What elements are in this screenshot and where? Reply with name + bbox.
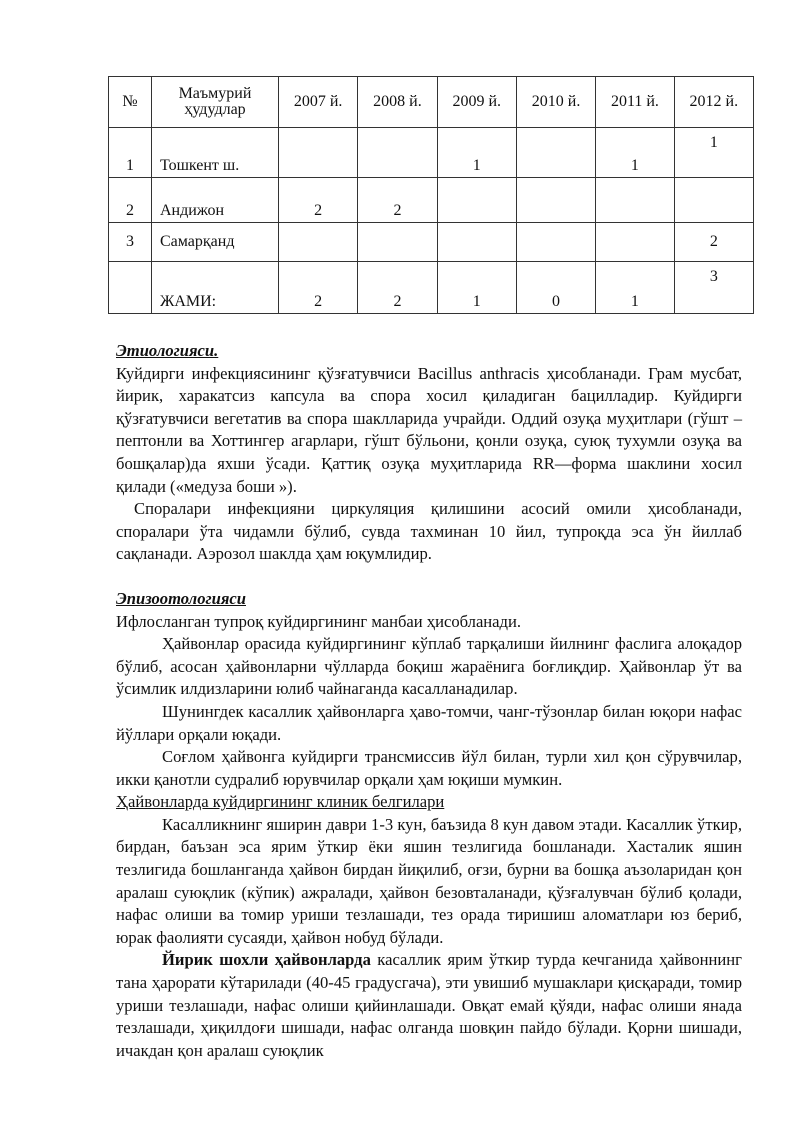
- cases-table: [108, 76, 754, 314]
- row-number: 2: [109, 178, 152, 223]
- clinical-paragraph-2: [116, 949, 742, 1062]
- etiology-heading: Этиологияси.: [116, 341, 219, 360]
- etiology-paragraph-2: Споралари инфекцияни циркуляция қилишини асосий омили ҳисобланади, споралари ўта чидамли бўлиб, сувда тахминан 10 йил, тупроқда эса ўн йиллаб сақланади. Аэрозол шаклда ҳам юқумлидир.: [116, 499, 742, 564]
- header-2009: 2009 й.: [437, 77, 516, 128]
- header-2011: 2011 й.: [596, 77, 674, 128]
- clinical-subheading: Ҳайвонларда куйдиргининг клиник белгилари: [116, 792, 445, 812]
- total-2011: 1: [596, 262, 674, 314]
- epizootology-paragraph-4: Соғлом ҳайвонга куйдирги трансмиссив йўл билан, турли хил қон сўрувчилар, икки қанотли судралиб юрувчилар орқали ҳам юқиши мумкин.: [116, 747, 742, 789]
- header-2007: 2007 й.: [279, 77, 358, 128]
- total-2012: 3: [674, 262, 753, 314]
- cell-2009: [437, 178, 516, 223]
- table-row: [109, 128, 754, 178]
- row-region: Тошкент ш.: [152, 128, 279, 178]
- table-header-row: [109, 77, 754, 128]
- cell-2012: 1: [674, 128, 753, 178]
- row-number: 3: [109, 223, 152, 262]
- cell-2008: 2: [358, 178, 437, 223]
- cell-2007: 2: [279, 178, 358, 223]
- epizootology-heading: Эпизоотологияси: [116, 588, 246, 608]
- section-gap: [116, 566, 742, 588]
- cell-2011: 1: [596, 128, 674, 178]
- etiology-paragraph-1: Куйдирги инфекциясининг қўзғатувчиси Bacillus anthracis ҳисобланади. Грам мусбат, йирик, харакатсиз капсула ва спора хосил қиладиган бацилладир. Куйдирги қўзғатувчиси вегетатив ва спора шаклларида учрайди. Оддий озуқа муҳитлари (гўшт – пептонли ва Хоттингер агарлари, гўшт бўльони, қонли озуқа, суюқ тухумли озуқа ва бошқалар)да яхши ўсади. Қаттиқ озуқа муҳитларида RR—форма шаклини хосил қилади («медуза боши »).: [116, 363, 742, 496]
- cell-2009: 1: [437, 128, 516, 178]
- table-row: [109, 223, 754, 262]
- cell-2010: [516, 128, 595, 178]
- cell-2011: [596, 223, 674, 262]
- clinical-paragraph-2-text: касаллик ярим ўткир турда кечганида ҳайвоннинг тана ҳарорати кўтарилади (40-45 градусгача), эти увишиб мушаклари қисқаради, томир уриши тезлашади, нафас олиши қийинлашади. Овқат емай қўяди, нафас олиши янада тезлашади, ҳиқилдоғи шишади, нафас олганда шовқин пайдо бўлади. Қорни шишади, ичакдан қон аралаш суюқлик: [116, 950, 742, 1060]
- cell-2012: [674, 178, 753, 223]
- total-2010: 0: [516, 262, 595, 314]
- epizootology-paragraph-2: Ҳайвонлар орасида куйдиргининг кўплаб тарқалиши йилнинг фаслига алоқадор бўлиб, асосан ҳайвонларни чўлларда боқиш жараёнига боғлиқдир. Ҳайвонлар ўт ва ўсимлик илдизларини юлиб чайнаганда касалланадилар.: [116, 634, 742, 699]
- header-2012: 2012 й.: [674, 77, 753, 128]
- row-region: Самарқанд: [152, 223, 279, 262]
- cell-2008: [358, 223, 437, 262]
- clinical-bold-term: Йирик шохли ҳайвонларда: [162, 950, 371, 970]
- header-region: Маъмурий ҳудудлар: [152, 77, 279, 128]
- cell-2007: [279, 128, 358, 178]
- header-number: №: [109, 77, 152, 128]
- total-2009: 1: [437, 262, 516, 314]
- cell-2009: [437, 223, 516, 262]
- cell-2008: [358, 128, 437, 178]
- total-label: ЖАМИ:: [152, 262, 279, 314]
- cell-2007: [279, 223, 358, 262]
- row-number: 1: [109, 128, 152, 178]
- header-2010: 2010 й.: [516, 77, 595, 128]
- total-2007: 2: [279, 262, 358, 314]
- cell-2011: [596, 178, 674, 223]
- table-row: [109, 178, 754, 223]
- row-region: Андижон: [152, 178, 279, 223]
- cell-2012: 2: [674, 223, 753, 262]
- header-2008: 2008 й.: [358, 77, 437, 128]
- clinical-paragraph-1: Касалликнинг яширин даври 1-3 кун, баъзида 8 кун давом этади. Касаллик ўткир, бирдан, баъзан эса ярим ўткир ёки яшин тезлигида бошланади. Хасталик яшин тезлигида бошланганда ҳайвон бирдан йиқилиб, оғзи, бурни ва бошқа аъзоларидан қон аралаш суюқлик (кўпик) ажралади, ҳайвон безовталанади, қўзғалувчан бўлиб қолади, нафас олиши ва томир уриши тезлашади, тез орада тиришиш аломатлари юз бериб, юрак фаолияти сусаяди, ҳайвон нобуд бўлади.: [116, 814, 742, 947]
- epizootology-paragraph-3: Шунингдек касаллик ҳайвонларга ҳаво-томчи, чанг-тўзонлар билан юқори нафас йўллари орқали юқади.: [116, 701, 742, 744]
- total-number: [109, 262, 152, 314]
- table-total-row: [109, 262, 754, 314]
- total-2008: 2: [358, 262, 437, 314]
- document-body: [116, 340, 742, 1062]
- cell-2010: [516, 178, 595, 223]
- cell-2010: [516, 223, 595, 262]
- epizootology-paragraph-1: Ифлосланган тупроқ куйдиргининг манбаи ҳисобланади.: [116, 611, 522, 631]
